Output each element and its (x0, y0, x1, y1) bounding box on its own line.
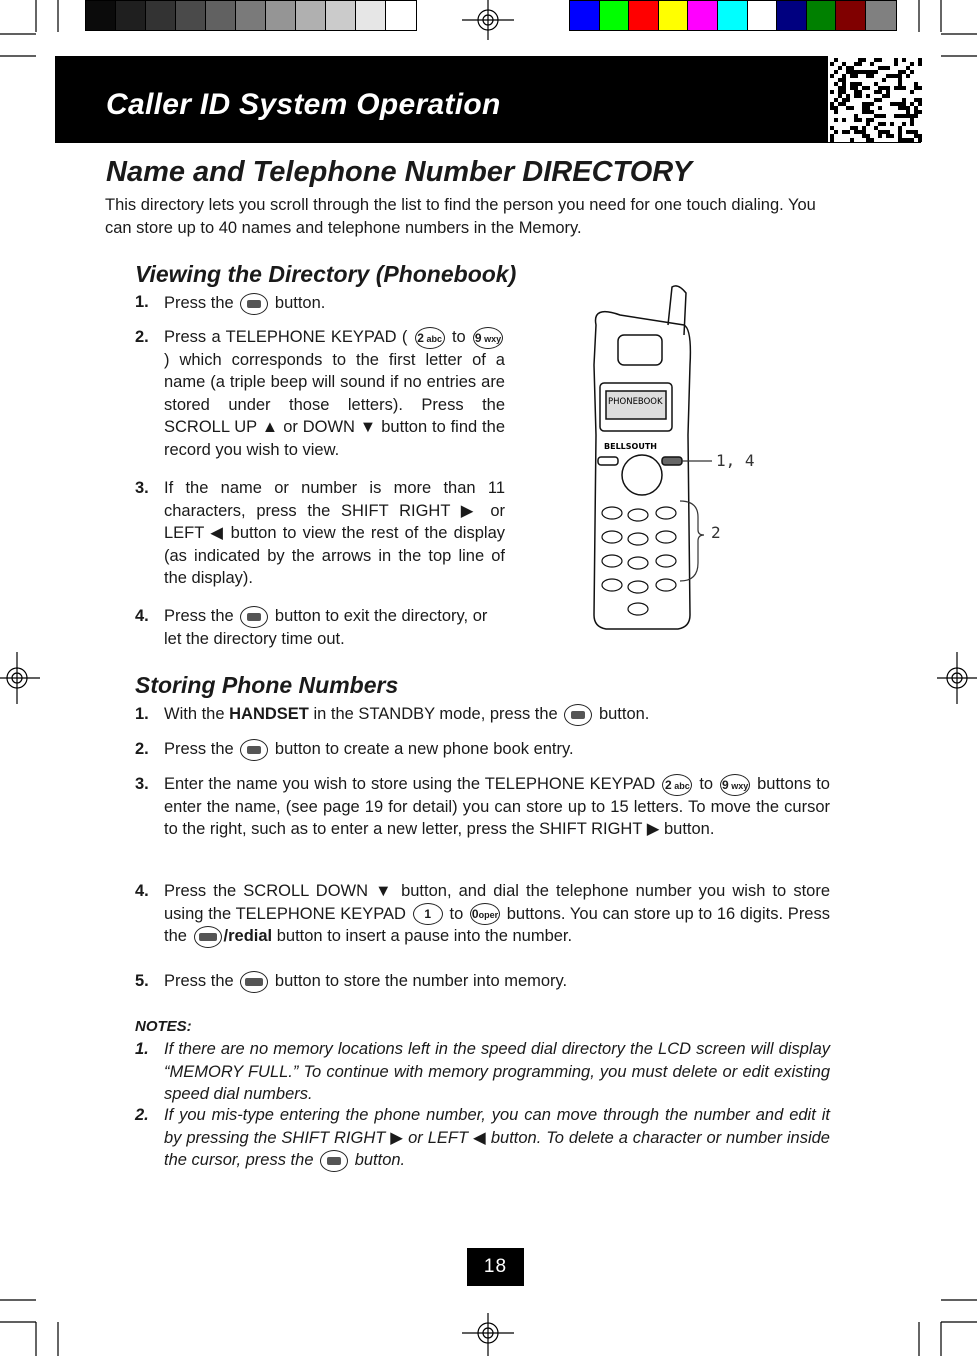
brand-logo-text: BELLSOUTH (604, 442, 657, 451)
key-2-abc-icon: 2 abc (662, 774, 692, 796)
viewing-title: Viewing the Directory (Phonebook) (135, 261, 517, 287)
step-number: 2. (135, 740, 149, 758)
viewing-step-2 (164, 326, 505, 461)
step-text: button to insert a pause into the number. (276, 927, 573, 946)
pause-button-icon (194, 926, 222, 948)
page-header-title: Caller ID System Operation (106, 88, 501, 121)
page-number: 18 (467, 1248, 524, 1286)
step-text: button to exit the directory, or let the directory time out. (164, 607, 488, 648)
redial-label: /redial (223, 927, 273, 946)
phonebook-button-icon (240, 293, 268, 315)
step-text: Press the (164, 294, 234, 312)
viewing-step-1 (164, 292, 509, 315)
qr-code-image (828, 56, 922, 142)
step-text: buttons to enter the name, (see page 19 for detail) you can store up to 15 letters. To move the cursor to the right, such as to enter a new letter, press the SHIFT RIGHT ▶ button. (164, 775, 830, 839)
storing-title: Storing Phone Numbers (135, 672, 399, 698)
step-number: 3. (135, 479, 149, 497)
clear-button-icon (320, 1150, 348, 1172)
note-number: 2. (135, 1106, 149, 1124)
note-1: If there are no memory locations left in the speed dial directory the LCD screen will display “MEMORY FULL.” To continue with memory programming, you must delete or edit existing speed dial numbers. (164, 1040, 830, 1103)
step-text: Press the SCROLL DOWN ▼ button, and dial the telephone number you wish to store using the TELEPHONE KEYPAD (164, 882, 830, 923)
step-number: 3. (135, 775, 149, 793)
directory-title: Name and Telephone Number DIRECTORY (106, 156, 693, 188)
step-text: ) which corresponds to the first letter of a name (a triple beep will sound if no entries are stored under those letters). Press the SCROLL UP ▲ or DOWN ▼ button to find the record you wish to view. (164, 350, 505, 459)
step-text: to (451, 328, 466, 346)
storing-step-4 (164, 880, 830, 948)
callout-label-2: 2 (711, 523, 721, 542)
menu-button-icon (240, 739, 268, 761)
key-2-abc-icon: 2 abc (415, 327, 445, 349)
notes-title: NOTES: (135, 1018, 192, 1035)
step-text: Press the (164, 740, 234, 758)
step-text: Press the (164, 972, 234, 990)
step-number: 4. (135, 882, 149, 900)
registration-mark-left (0, 652, 40, 704)
keypad-icon (602, 507, 676, 615)
step-text: button to store the number into memory. (274, 972, 568, 990)
step-text: With the (164, 705, 225, 723)
phonebook-button-icon (564, 704, 592, 726)
storing-step-2 (164, 738, 834, 761)
note-text: If you mis-type entering the phone number, you can move through the number and edit it by pressing the SHIFT RIGHT ▶ or LEFT ◀ button. To delete a character or number inside the cursor, press the (164, 1106, 830, 1169)
step-text: button to create a new phone book entry. (274, 740, 574, 758)
storing-step-1 (164, 703, 834, 726)
step-text: to (449, 904, 464, 923)
storing-step-5 (164, 970, 834, 993)
lcd-text: PHONEBOOK (608, 397, 663, 407)
note-text: button. (354, 1151, 406, 1169)
note-2 (164, 1104, 830, 1172)
save-button-icon (240, 971, 268, 993)
step-number: 4. (135, 607, 149, 625)
key-0-oper-icon: 0oper (470, 903, 500, 925)
key-9-wxy-icon: 9 wxy (473, 327, 503, 349)
step-number: 5. (135, 972, 149, 990)
callout-label-1-4: 1, 4 (716, 451, 755, 470)
step-number: 1. (135, 705, 149, 723)
step-text: to (699, 775, 714, 793)
handset-label: HANDSET (229, 705, 309, 723)
viewing-step-4 (164, 605, 509, 650)
step-text: button. (274, 294, 326, 312)
key-1-icon: 1 (413, 903, 443, 925)
key-9-wxy-icon: 9 wxy (720, 774, 750, 796)
viewing-step-3: If the name or number is more than 11 characters, press the SHIFT RIGHT ▶ or LEFT ◀ button to view the rest of the display (as indicated by the arrows in the top line of the display). (164, 479, 505, 587)
registration-mark-right (937, 652, 977, 704)
storing-step-3 (164, 773, 830, 841)
step-text: Press a TELEPHONE KEYPAD ( (164, 328, 408, 346)
note-number: 1. (135, 1040, 149, 1058)
registration-mark-top (462, 0, 514, 40)
antenna-icon (668, 286, 686, 335)
step-text: button. (598, 705, 650, 723)
phonebook-button-icon (240, 606, 268, 628)
directory-intro: This directory lets you scroll through the list to find the person you need for one touch dialing. You can store up to 40 names and telephone numbers in the Memory. (105, 196, 816, 237)
step-text: Enter the name you wish to store using the TELEPHONE KEYPAD (164, 775, 656, 793)
step-text: buttons. You can store up to 16 digits. Press the (164, 904, 830, 946)
step-number: 2. (135, 328, 149, 346)
registration-mark-bottom (462, 1313, 514, 1356)
step-text: in the STANDBY mode, press the (313, 705, 558, 723)
step-number: 1. (135, 293, 149, 311)
step-text: Press the (164, 607, 234, 625)
